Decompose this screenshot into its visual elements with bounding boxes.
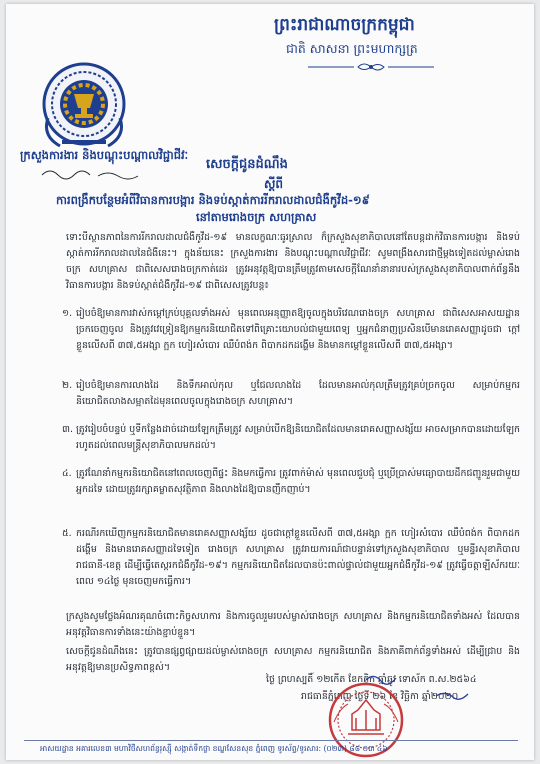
subject-line-1: ការពង្រឹកបន្ថែមអំពីវិធានការបង្ការ និងទប់ស្កាត់ការរីករាលដាលជំងឺកូវីដ-១៩ — [56, 193, 370, 207]
letter-page — [6, 4, 534, 760]
footer-divider — [24, 740, 518, 741]
list-text: រៀបចំឱ្យមានការលាងដៃ និងទឹកអាល់កុល ឬជែលលាងដៃ ដែលមានអាល់កុលត្រឹមត្រូវគ្រប់ច្រកចូល សម្រាប់កម្មករនិយោជិតលាងសម្អាតដៃមុនពេលចូលក្នុងរោងចក្រ សហគ្រាស។ — [76, 380, 520, 407]
kingdom-title: ព្រះរាជាណាចក្រកម្ពុជា — [274, 15, 415, 35]
list-number: ១. — [62, 308, 73, 319]
list-text: ត្រូវរៀបចំបន្ទប់ ឬទីកន្លែងដាច់ដោយឡែកត្រឹមត្រូវ សម្រាប់បើកឱ្យនិយោជិតដែលមានរោគសញ្ញាសង្ស័យ អាចសម្រាកបានដោយឡែក រហូតដល់ពេលមន្ត្រីសុខាភិបាលមកដល់។ — [76, 424, 520, 451]
document-title: សេចក្តីជូនដំណឹង — [206, 157, 288, 172]
list-text: រៀបចំឱ្យមានការវាស់កម្តៅក្រប់បុគ្គលទាំងអស់ មុនពេលអនុញ្ញាតឱ្យចូលក្នុងបរិវេណរោងចក្រ សហគ្រាស ជាពិសេសអាសយដ្ឋានច្រកចេញចូល និងត្រូវវេទ្រៀនឱ្យកម្មករនិយោជិតទៅពិគ្រោះយោបល់ជាមួយពេទ្យ ឬអ្នកជំនាញប្រសិនបើមានរោគសញ្ញាដូចជា ក្តៅខ្លួនលើសពី ៣៧,៥អង្សា ក្អក ហៀរសំបោរ ឈឺបំពង់ក ពិបាកដកដង្ហើម និងមានកម្តៅខ្លួនលើសពី ៣៧,៥អង្សា។ — [76, 308, 520, 351]
list-text: ត្រូវណែនាំកម្មករនិយោជិតនៅពេលចេញពីផ្ទះ និងមកធ្វើការ ត្រូវពាក់ម៉ាស់ មុនពេលជួបជុំ ឬប្រើប្រាស់មធ្យោបាយដឹកជញ្ជូនរួមជាមួយអ្នកដទៃ ដោយត្រូវរក្សាគម្លាតសុវត្ថិភាព និងលាងដៃឱ្យបានញឹកញាប់។ — [76, 468, 520, 495]
footer-address: អាសយដ្ឋាន អគារលេខ៣ មហាវិថីសហព័ន្ធរុស្ស៊ី សង្កាត់ទឹកថ្លា ខណ្ឌសែនសុខ ភ្នំពេញ ទូរស័ព្ទ/ទូរសារ: (០២៣) ៨៨ ០៣ ៤៦ — [40, 744, 388, 753]
list-number: ២. — [62, 380, 73, 391]
closing-paragraph: ក្រសួងសូមថ្លែងអំណរគុណចំពោះកិច្ចសហការ និងការចូលរួមរបស់ម្ចាស់រោងចក្រ សហគ្រាស និងកម្មករនិយោជិតទាំងអស់ ដែលបានអនុវត្តវិធានការទាំងនេះយ៉ាងខ្ជាប់ខ្ជួន។ — [66, 611, 520, 638]
ministry-logo-icon — [34, 58, 134, 154]
title-ornament — [306, 60, 436, 74]
list-text: ករណីរកឃើញកម្មករនិយោជិតមានរោគសញ្ញាសង្ស័យ ដូចជាក្តៅខ្លួនលើសពី ៣៧,៥អង្សា ក្អក ហៀរសំបោរ ឈឺបំពង់ក ពិបាកដកដង្ហើម និងមានរោគសញ្ញាដទៃទៀត រោងចក្រ សហគ្រាស ត្រូវរាយការណ៍ជាបន្ទាន់ទៅក្រសួងសុខាភិបាល ឬមន្ទីរសុខាភិបាលរាជធានី-ខេត្ត ដើម្បីធ្វើតេស្តរកជំងឺកូវីដ-១៩។ កម្មករនិយោជិតដែលបានប៉ះពាល់ផ្ទាល់ជាមួយអ្នកជំងឺកូវីដ-១៩ ត្រូវធ្វើចត្តាឡីស័ករយៈពេល ១៤ថ្ងៃ មុនចេញមកធ្វើការ។ — [76, 528, 520, 587]
list-item — [62, 466, 520, 498]
national-motto: ជាតិ សាសនា ព្រះមហាក្សត្រ — [286, 41, 418, 56]
reference-number-scribble — [40, 166, 150, 180]
about-label: ស្តីពី — [264, 177, 284, 191]
final-paragraph: សេចក្តីជូនដំណឹងនេះ ត្រូវបានផ្សព្វផ្សាយដល់ម្ចាស់រោងចក្រ សហគ្រាស កម្មករនិយោជិត និងភាគីពាក់ព័ន្ធទាំងអស់ ដើម្បីជ្រាប និងអនុវត្តឱ្យមានប្រសិទ្ធភាពខ្ពស់។ — [66, 646, 520, 673]
intro-paragraph: ទោះបីស្ថានភាពនៃការរីករាលដាលជំងឺកូវីដ-១៩ មានលក្ខណៈធូរស្រាល ក៏ក្រសួងសុខាភិបាលនៅតែបន្តដាក់វិធានការបង្ការ និងទប់ស្កាត់ការរីករាលដាលនៃជំងឺនេះ។ ក្នុងន័យនេះ ក្រសួងការងារ និងបណ្តុះបណ្តាលវិជ្ជាជីវៈ សូមពង្រឹងសារជាថ្មីម្តងទៀតដល់ម្ចាស់រោងចក្រ សហគ្រាស ជាពិសេសរោងចក្រកាត់ដេរ ត្រូវអនុវត្តឱ្យបានត្រឹមត្រូវតាមសេចក្តីណែនាំនានារបស់ក្រសួងសុខាភិបាលពាក់ព័ន្ធនឹងវិធានការបង្ការ និងទប់ស្កាត់ជំងឺកូវីដ-១៩ ជាពិសេសត្រូវបន្ត៖ — [66, 232, 520, 291]
solar-date: រាជធានីភ្នំពេញ ថ្ងៃទី ២៦ ខែ វិច្ឆិកា ឆ្នាំ២០២០ — [301, 691, 459, 702]
subject-line-2: នៅតាមរោងចក្រ សហគ្រាស — [196, 210, 317, 224]
list-item — [62, 378, 520, 410]
lunar-date: ថ្ងៃ ព្រហស្បតិ៍ ១២កើត ខែកត្តិក ឆ្នាំឆ្លូវ ទោស័ក ព.ស.២៥៦៤ — [266, 674, 477, 685]
list-item — [62, 422, 520, 454]
list-number: ៣. — [62, 424, 73, 435]
list-item — [62, 526, 520, 590]
list-item — [62, 306, 520, 354]
list-number: ៤. — [62, 468, 72, 479]
ministry-name: ក្រសួងការងារ និងបណ្តុះបណ្តាលវិជ្ជាជីវៈ — [20, 148, 189, 162]
list-number: ៥. — [62, 528, 72, 539]
